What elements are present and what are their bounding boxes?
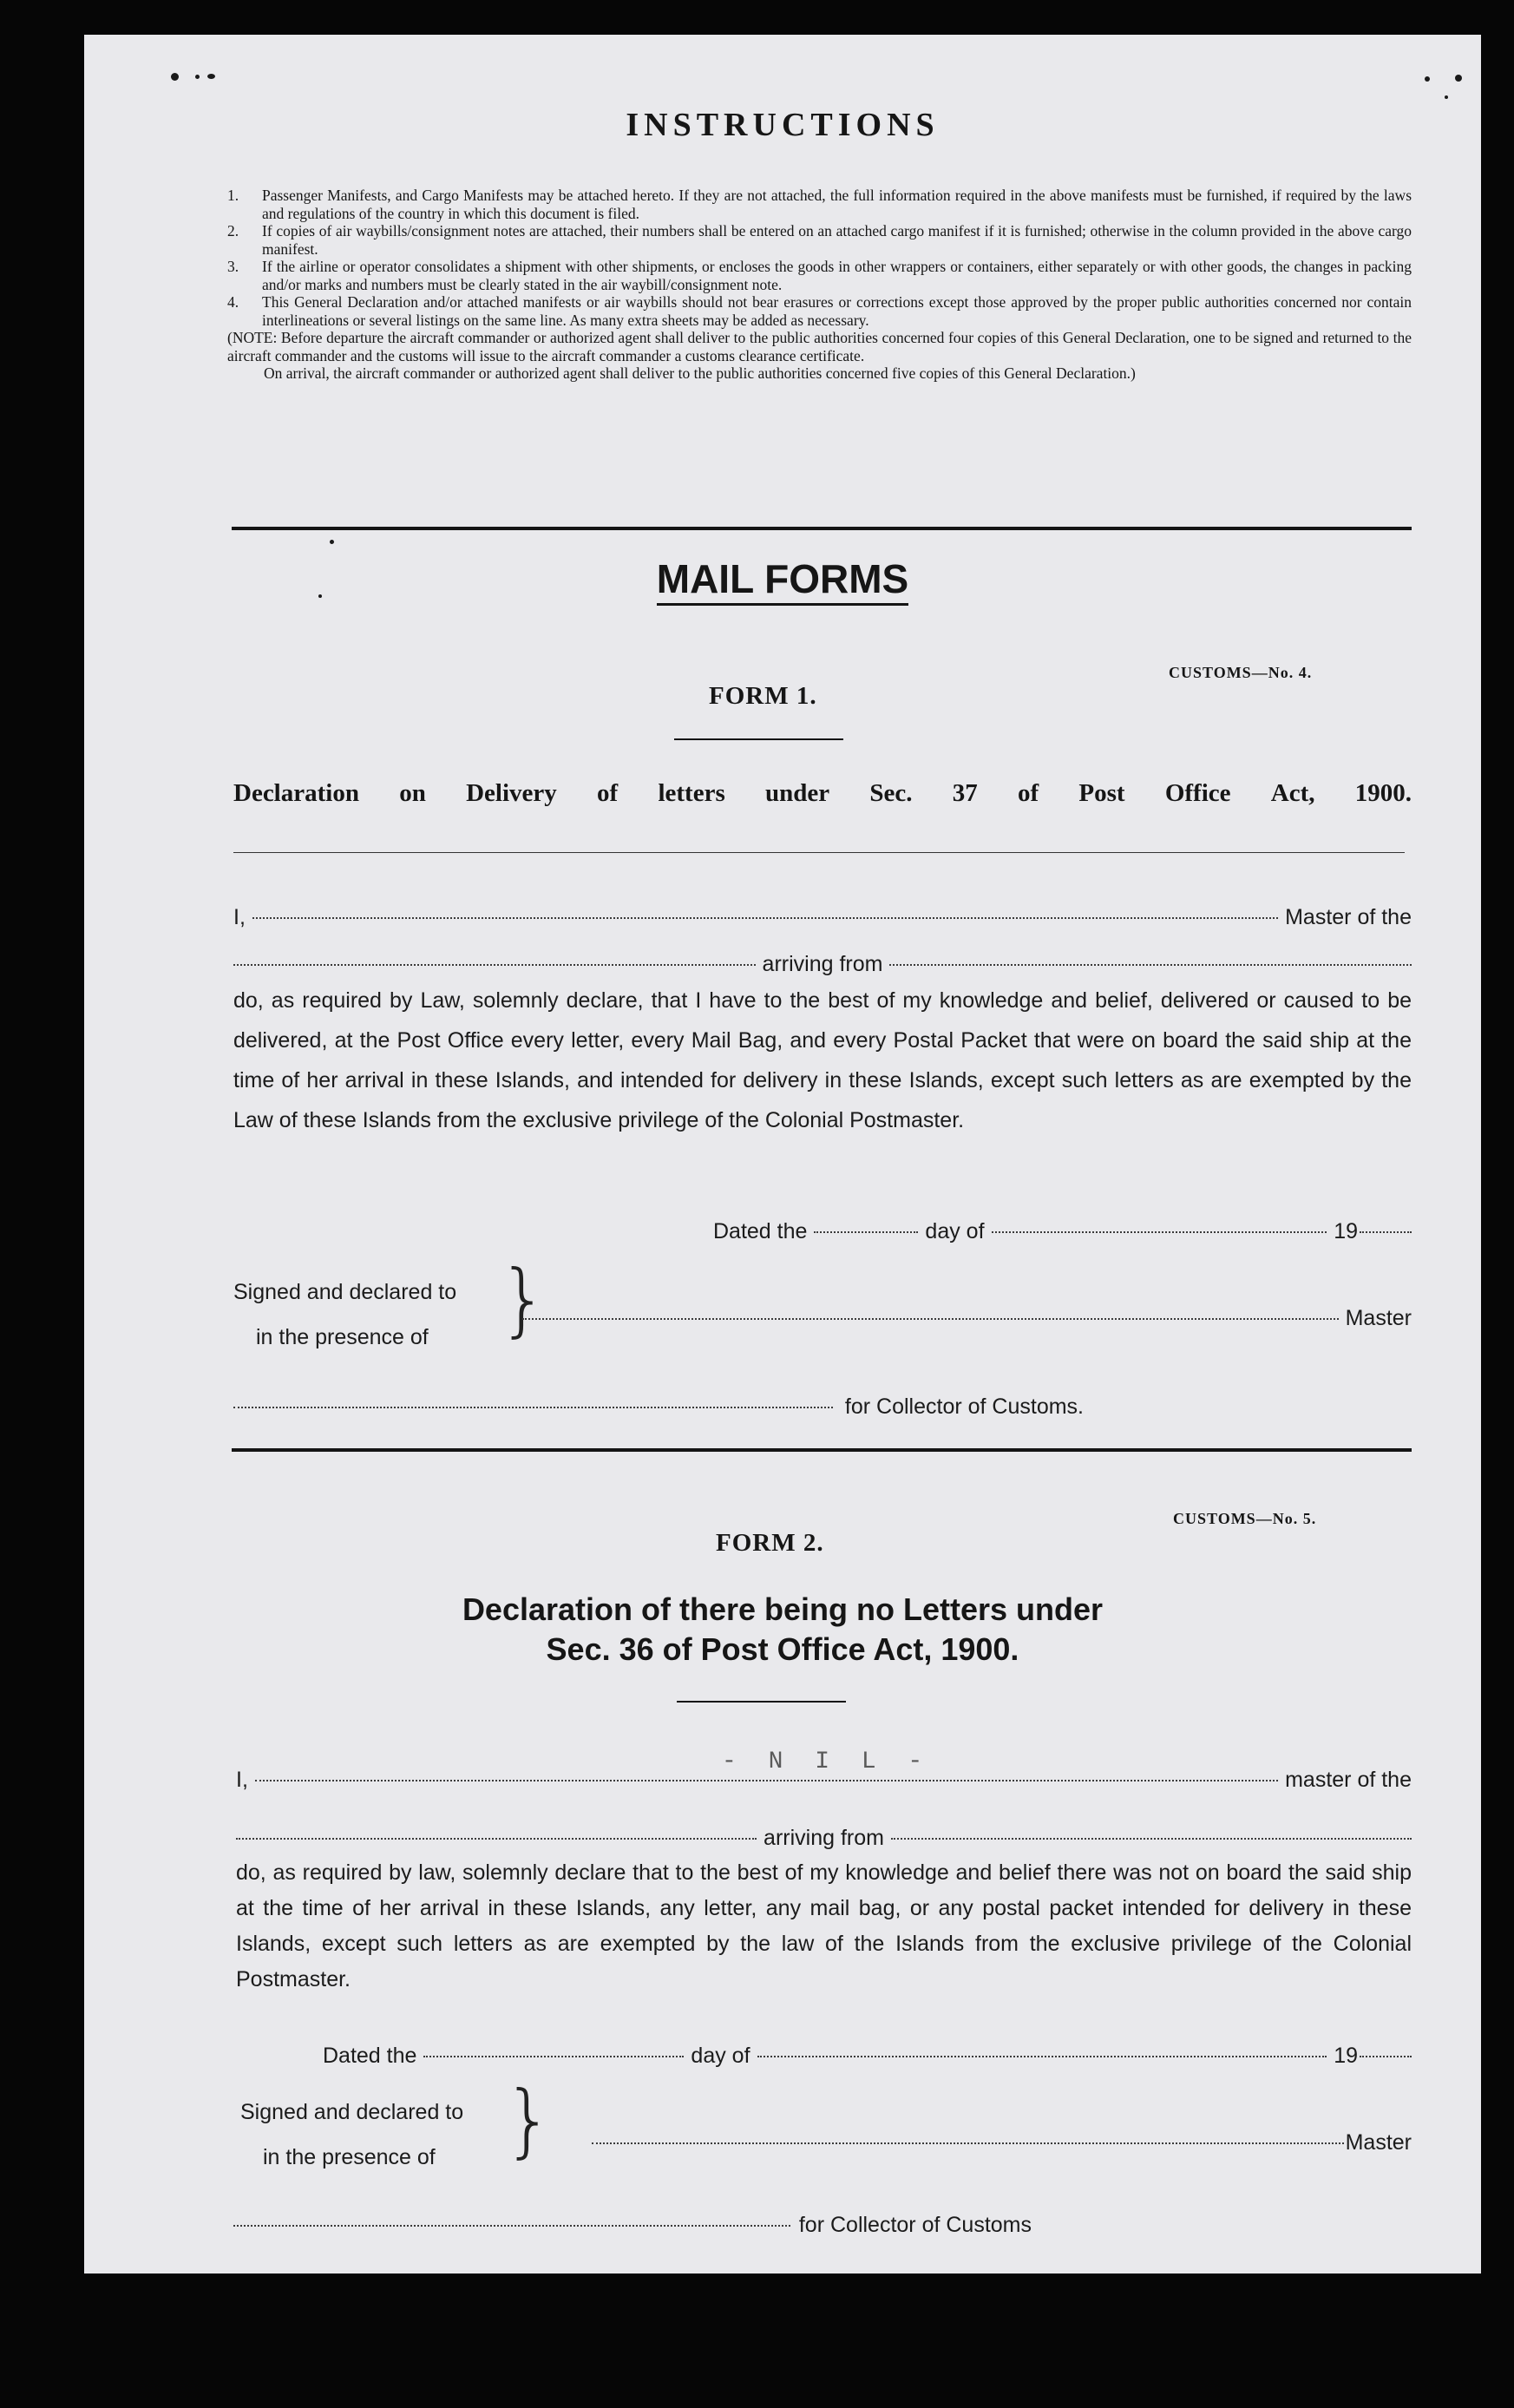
form1-declaration-word: 1900.: [1354, 779, 1412, 807]
form2-signed-line1: Signed and declared to: [240, 2100, 464, 2124]
scan-speck: [195, 75, 200, 79]
form1-master-line: [233, 905, 1412, 930]
form1-arriving-line: [233, 952, 1412, 977]
instruction-note-departure: (NOTE: Before departure the aircraft commander or authorized agent shall deliver to the public authorities concerned four copies of this General Declaration, one to be signed and returned to the aircraft commander and the customs will issue to the aircraft commander a customs clearance certificate.: [227, 329, 1412, 364]
form2-year-field[interactable]: [1360, 2056, 1412, 2057]
form2-filled-name: - N I L -: [722, 1749, 932, 1775]
form1-declaration-word: Declaration: [233, 779, 359, 807]
instruction-text: Passenger Manifests, and Cargo Manifests may be attached hereto. If they are not attached, the full information required in the above manifests must be furnished, if required by the laws and regulations of the country in which this document is filed.: [262, 187, 1412, 222]
form1-origin-field[interactable]: [889, 964, 1412, 966]
form2-dated-the: Dated the: [323, 2044, 417, 2068]
form1-declaration-word: under: [764, 779, 830, 807]
instructions-list: [227, 187, 1412, 383]
form1-day-field[interactable]: [814, 1231, 918, 1233]
form2-declaration-title: [84, 1590, 1481, 1670]
scan-speck: [1425, 76, 1430, 82]
instruction-note-arrival: On arrival, the aircraft commander or authorized agent shall deliver to the public authorities concerned five copies of this General Declaration.): [264, 364, 1136, 382]
form2-line1-suffix: master of the: [1285, 1768, 1412, 1792]
form1-master-signature-field[interactable]: [522, 1318, 1339, 1320]
form2-master-label: Master: [1345, 2130, 1412, 2155]
instruction-text: If copies of air waybills/consignment notes are attached, their numbers shall be entered on an attached cargo manifest if it is furnished; otherwise in the column provided in the above cargo manifest.: [262, 222, 1412, 258]
form1-customs-number: CUSTOMS—No. 4.: [1169, 664, 1313, 681]
form1-declaration-word: 37: [952, 779, 978, 807]
instruction-number: 4.: [227, 293, 239, 311]
form2-line1-prefix: I,: [236, 1768, 248, 1792]
form1-dated-the: Dated the: [713, 1219, 808, 1243]
scan-speck: [1455, 75, 1462, 82]
form2-year-prefix: 19: [1334, 2044, 1358, 2068]
form1-declaration-word: Post: [1078, 779, 1125, 807]
form1-line1-prefix: I,: [233, 905, 246, 929]
scan-speck: [171, 73, 179, 81]
form2-origin-field[interactable]: [891, 1838, 1412, 1840]
form1-heading: FORM 1.: [709, 682, 817, 710]
form1-signed-block: [233, 1270, 456, 1360]
form2-declaration-paragraph: do, as required by law, solemnly declare that to the best of my knowledge and belief there was not on board the said ship at the time of her arrival in these Islands, any letter, any mail bag, or any postal packet intended for delivery in these Islands, except such letters as are exempted by the law of the Islands from the exclusive privilege of the Colonial Postmaster.: [236, 1860, 1412, 1991]
form1-declaration-word: Sec.: [869, 779, 913, 807]
form1-declaration-word: Act,: [1270, 779, 1315, 807]
form1-day-of: day of: [925, 1219, 985, 1243]
scan-speck: [330, 540, 334, 544]
instruction-number: 3.: [227, 258, 239, 275]
form1-signed-line2: in the presence of: [256, 1325, 429, 1349]
form2-declaration-line1: Declaration of there being no Letters under: [462, 1591, 1104, 1627]
form2-day-field[interactable]: [423, 2056, 684, 2057]
form1-declaration-word: Office: [1164, 779, 1231, 807]
form1-year-field[interactable]: [1360, 1231, 1412, 1233]
form1-brace: }: [498, 1253, 549, 1346]
instruction-item: [227, 258, 1412, 293]
form2-signed-block: [240, 2090, 463, 2180]
form1-collector-field[interactable]: [233, 1407, 833, 1408]
form1-name-field[interactable]: [252, 917, 1278, 919]
form2-month-field[interactable]: [757, 2056, 1327, 2057]
form2-collector-field[interactable]: [233, 2225, 790, 2227]
form2-collector-label: for Collector of Customs: [798, 2213, 1032, 2237]
form1-declaration-word: of: [597, 779, 619, 807]
form1-collector-line: [233, 1394, 1084, 1420]
form1-month-field[interactable]: [992, 1231, 1327, 1233]
form1-heading-rule: [674, 738, 843, 740]
form1-year-prefix: 19: [1334, 1219, 1358, 1243]
form1-declaration-word: Delivery: [466, 779, 557, 807]
instruction-item: [227, 187, 1412, 222]
form1-line1-suffix: Master of the: [1285, 905, 1412, 929]
mail-forms-title-text: MAIL FORMS: [657, 556, 908, 606]
form2-ship-field[interactable]: [236, 1838, 757, 1840]
form1-dated-line: [713, 1219, 1412, 1244]
scan-speck: [1445, 95, 1448, 99]
scan-speck: [207, 74, 215, 79]
form1-master-label: Master: [1345, 1306, 1412, 1330]
mail-forms-title: [84, 555, 1481, 602]
instructions-title: INSTRUCTIONS: [626, 107, 940, 143]
form2-name-field[interactable]: [255, 1780, 1278, 1781]
form1-master-sign-line: [522, 1306, 1412, 1331]
form2-master-signature-field[interactable]: [592, 2142, 1344, 2144]
instruction-item: [227, 293, 1412, 329]
section-divider: [232, 527, 1412, 530]
form1-ship-field[interactable]: [233, 964, 756, 966]
form2-arriving-from: arriving from: [764, 1826, 884, 1850]
form1-collector-label: for Collector of Customs.: [844, 1394, 1084, 1419]
form2-dated-line: [323, 2044, 1412, 2069]
instruction-item: [227, 222, 1412, 258]
form2-arriving-line: [236, 1826, 1412, 1851]
instruction-number: 2.: [227, 222, 239, 239]
instruction-number: 1.: [227, 187, 239, 204]
form1-declaration-word: letters: [658, 779, 725, 807]
form1-title-underline: [233, 852, 1405, 853]
form2-collector-line: [233, 2213, 1032, 2238]
form1-declaration-title: [233, 779, 1412, 808]
form1-arriving-from: arriving from: [762, 952, 883, 976]
form2-day-of: day of: [691, 2044, 750, 2068]
form2-declaration-line2: Sec. 36 of Post Office Act, 1900.: [546, 1631, 1019, 1667]
form1-declaration-word: of: [1018, 779, 1039, 807]
form2-heading-rule: [677, 1701, 846, 1703]
form2-customs-number: CUSTOMS—No. 5.: [1173, 1510, 1317, 1527]
form2-signed-line2: in the presence of: [263, 2145, 436, 2169]
form2-heading: FORM 2.: [716, 1529, 824, 1557]
form2-brace: }: [503, 2074, 554, 2167]
form1-signed-line1: Signed and declared to: [233, 1280, 457, 1304]
form2-master-sign-line: [592, 2130, 1412, 2155]
form1-declaration-paragraph: do, as required by Law, solemnly declare, that I have to the best of my knowledge and belief, delivered or caused to be delivered, at the Post Office every letter, every Mail Bag, and every Postal Packet that were on board the said ship at the time of her arrival in these Islands, and intended for delivery in these Islands, except such letters as are exempted by the Law of these Islands from the exclusive privilege of the Colonial Postmaster.: [233, 988, 1412, 1132]
instruction-text: If the airline or operator consolidates a shipment with other shipments, or encloses the goods in other wrappers or containers, either separately or with other goods, the changes in packing and/or marks and numbers must be clearly stated in the air waybill/consignment note.: [262, 258, 1412, 293]
document-page: [84, 35, 1481, 2273]
instruction-text: This General Declaration and/or attached manifests or air waybills should not bear erasures or corrections except those approved by the proper public authorities concerned nor contain interlineations or several listings on the same line. As many extra sheets may be added as necessary.: [262, 293, 1412, 329]
form-divider: [232, 1448, 1412, 1452]
form1-declaration-word: on: [399, 779, 426, 807]
